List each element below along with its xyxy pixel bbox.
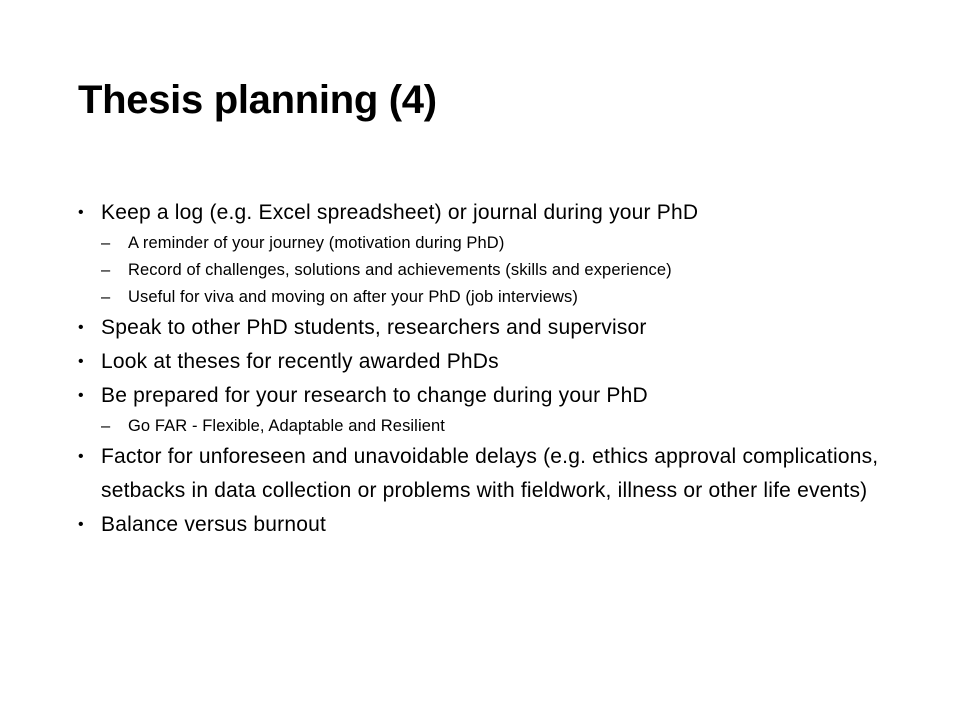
- sub-bullet-text: Record of challenges, solutions and achievements (skills and experience): [128, 261, 672, 279]
- bullet-marker: •: [78, 387, 84, 404]
- bullet-marker: •: [78, 204, 84, 221]
- sub-bullet-list: [101, 230, 908, 311]
- sub-bullet-item: [101, 413, 908, 440]
- bullet-text: Factor for unforeseen and unavoidable delays (e.g. ethics approval complications, setbacks in data collection or problems with fieldwork, illness or other life events): [101, 445, 879, 502]
- sub-bullet-item: [101, 257, 908, 284]
- bullet-text: Balance versus burnout: [101, 513, 327, 536]
- bullet-item-balance: [78, 508, 908, 542]
- sub-bullet-list: [101, 413, 908, 440]
- bullet-item-delays: [78, 440, 908, 508]
- bullet-text: Look at theses for recently awarded PhDs: [101, 350, 499, 373]
- sub-bullet-marker: –: [101, 288, 111, 306]
- bullet-item-theses: [78, 345, 908, 379]
- bullet-marker: •: [78, 516, 84, 533]
- slide-title: Thesis planning (4): [78, 78, 437, 122]
- bullet-marker: •: [78, 353, 84, 370]
- bullet-marker: •: [78, 319, 84, 336]
- bullet-item-speak: [78, 311, 908, 345]
- bullet-marker: •: [78, 448, 84, 465]
- sub-bullet-text: Useful for viva and moving on after your PhD (job interviews): [128, 288, 578, 306]
- sub-bullet-item: [101, 284, 908, 311]
- sub-bullet-marker: –: [101, 261, 111, 279]
- sub-bullet-text: A reminder of your journey (motivation during PhD): [128, 234, 505, 252]
- bullet-text: Keep a log (e.g. Excel spreadsheet) or journal during your PhD: [101, 201, 699, 224]
- sub-bullet-item: [101, 230, 908, 257]
- bullet-text: Be prepared for your research to change during your PhD: [101, 384, 648, 407]
- sub-bullet-text: Go FAR - Flexible, Adaptable and Resilient: [128, 417, 445, 435]
- bullet-list: [78, 196, 908, 542]
- bullet-item-prepared: [78, 379, 908, 440]
- bullet-text: Speak to other PhD students, researchers and supervisor: [101, 316, 647, 339]
- sub-bullet-marker: –: [101, 234, 111, 252]
- bullet-item-log: [78, 196, 908, 311]
- sub-bullet-marker: –: [101, 417, 111, 435]
